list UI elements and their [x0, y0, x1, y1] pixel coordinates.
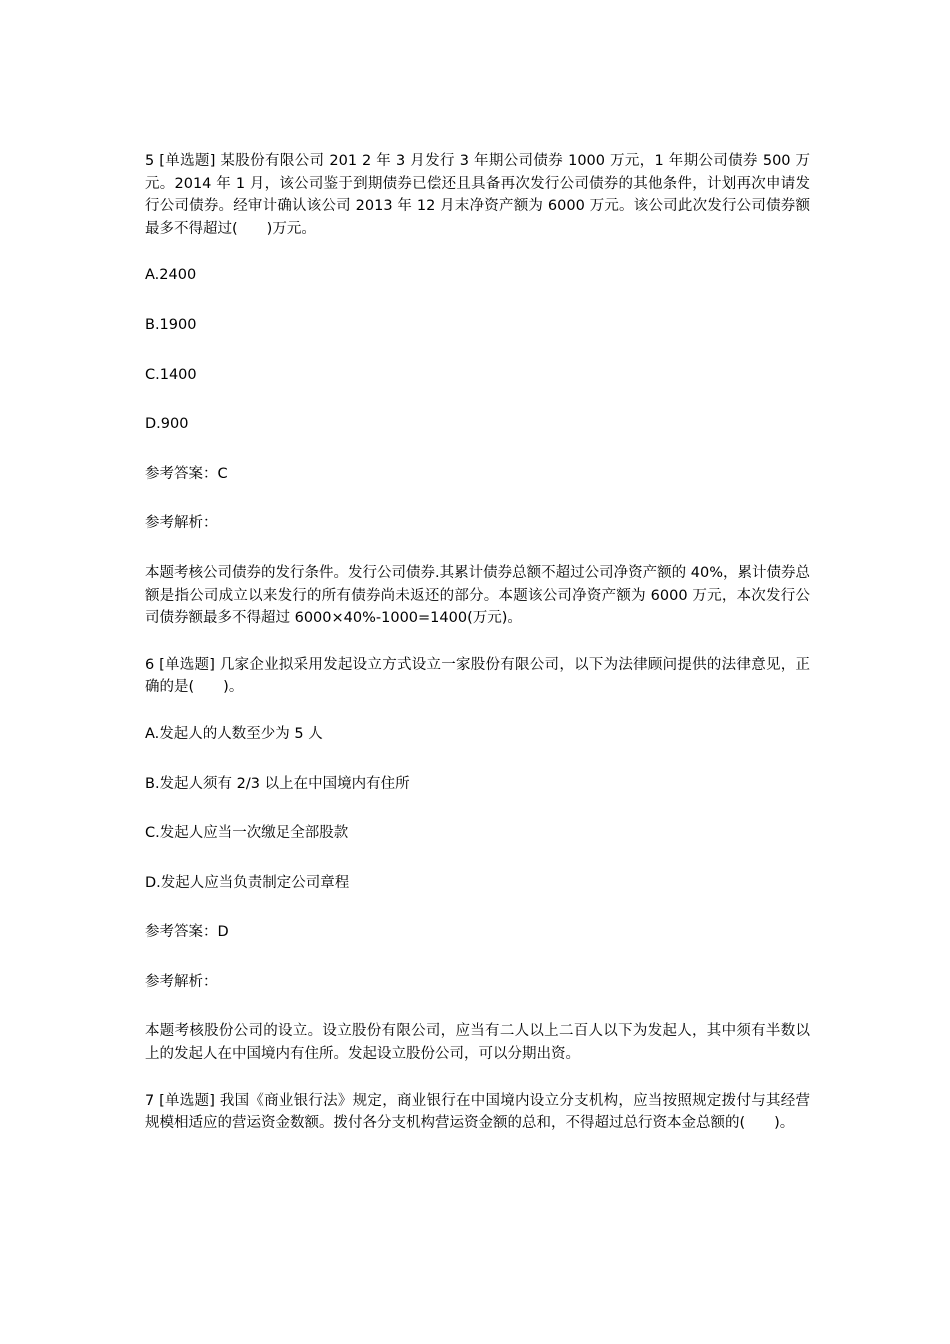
question-6-option-b: B.发起人须有 2/3 以上在中国境内有住所 — [145, 775, 410, 792]
question-6-option-a: A.发起人的人数至少为 5 人 — [145, 725, 323, 742]
question-6-option-d: D.发起人应当负责制定公司章程 — [145, 874, 350, 891]
question-5-answer: 参考答案：C — [145, 465, 228, 482]
question-6-analysis: 本题考核股份公司的设立。设立股份有限公司，应当有二人以上二百人以下为发起人，其中须有半数以上的发起人在中国境内有住所。发起设立股份公司，可以分期出资。 — [145, 1023, 810, 1063]
question-7-stem: 7 [单选题] 我国《商业银行法》规定，商业银行在中国境内设立分支机构，应当按照规定拨付与其经营规模相适应的营运资金数额。拨付各分支机构营运资金额的总和，不得超过总行资本金总额的( )。 — [145, 1092, 810, 1132]
question-6-option-c: C.发起人应当一次缴足全部股款 — [145, 825, 349, 842]
question-6-stem: 6 [单选题] 几家企业拟采用发起设立方式设立一家股份有限公司，以下为法律顾问提供的法律意见，正确的是( )。 — [145, 656, 810, 696]
question-5-option-a: A.2400 — [145, 267, 197, 284]
document-page — [145, 150, 810, 1159]
question-5-option-b: B.1900 — [145, 316, 197, 333]
question-6-analysis-label: 参考解析： — [145, 973, 218, 990]
question-5-analysis-label: 参考解析： — [145, 515, 218, 532]
question-5-option-d: D.900 — [145, 416, 189, 433]
question-5-stem: 5 [单选题] 某股份有限公司 201 2 年 3 月发行 3 年期公司债券 1000 万元，1 年期公司债券 500 万元。2014 年 1 月，该公司鉴于到期债券已偿还且具备再次发行公司债券的其他条件，计划再次申请发行公司债券。经审计确认该公司 2013 年 12 月末净资产额为 6000 万元。该公司此次发行公司债券额最多不得超过( )万元。 — [145, 153, 810, 237]
question-6-answer: 参考答案：D — [145, 924, 229, 941]
question-5-option-c: C.1400 — [145, 366, 197, 383]
question-5-analysis: 本题考核公司债券的发行条件。发行公司债券.其累计债券总额不超过公司净资产额的 40%，累计债券总额是指公司成立以来发行的所有债券尚未返还的部分。本题该公司净资产额为 6000 万元，本次发行公司债券额最多不得超过 6000×40%-1000=1400(万元)。 — [145, 564, 810, 627]
